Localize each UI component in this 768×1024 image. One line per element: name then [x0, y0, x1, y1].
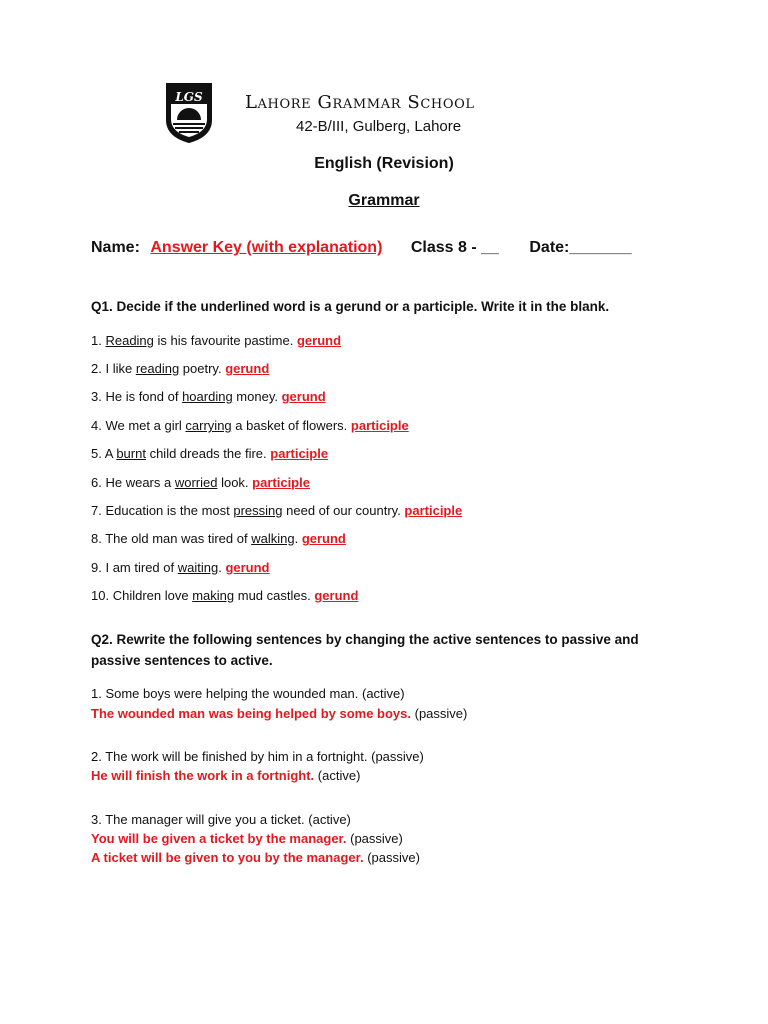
underlined-word: carrying [185, 418, 232, 433]
answer-word: gerund [225, 560, 270, 575]
q1-item [91, 417, 409, 435]
item-number: 4. [91, 418, 102, 433]
q1-item [91, 445, 328, 463]
class-field: Class 8 - __ [410, 239, 499, 256]
sentence-end: mud castles. [234, 588, 311, 603]
answer-word: gerund [314, 588, 359, 603]
voice-label: (passive) [414, 706, 468, 721]
q1-item [91, 502, 462, 520]
sentence-start: He is fond of [105, 389, 183, 404]
voice-label: (passive) [367, 850, 420, 865]
q2-answer [91, 849, 420, 867]
answer-sentence: You will be given a ticket by the manager. [91, 831, 347, 846]
item-number: 6. [91, 475, 102, 490]
underlined-word: Reading [105, 333, 154, 348]
q2-question: 3. The manager will give you a ticket. (active) [91, 812, 351, 827]
q1-item [91, 474, 310, 492]
sentence-start: Education is the most [105, 503, 234, 518]
item-number: 10. [91, 588, 110, 603]
item-number: 8. [91, 531, 102, 546]
q2-answer [91, 705, 467, 723]
student-info-line [91, 239, 632, 257]
sentence-end: poetry. [179, 361, 222, 376]
answer-word: participle [404, 503, 463, 518]
q1-heading: Q1. Decide if the underlined word is a gerund or a participle. Write it in the blank. [91, 299, 610, 314]
sentence-start: I like [105, 361, 136, 376]
q2-question: 1. Some boys were helping the wounded man. (active) [91, 686, 405, 701]
underlined-word: hoarding [182, 389, 233, 404]
topic-title: Grammar [348, 192, 420, 209]
sentence-start: He wears a [105, 475, 175, 490]
item-number: 2. [91, 361, 102, 376]
name-label: Name: [91, 239, 140, 256]
sentence-start: The old man was tired of [105, 531, 252, 546]
item-number: 5. [91, 446, 102, 461]
answer-word: gerund [225, 361, 270, 376]
sentence-start: Children love [112, 588, 193, 603]
sentence-end: need of our country. [282, 503, 401, 518]
q1-item [91, 360, 269, 378]
sentence-end: is his favourite pastime. [153, 333, 294, 348]
q1-item [91, 530, 346, 548]
answer-word: gerund [301, 531, 346, 546]
q2-heading: Q2. Rewrite the following sentences by changing the active sentences to passive and passive sentences to active. [91, 632, 639, 668]
school-address: 42-B/III, Gulberg, Lahore [296, 118, 462, 135]
item-number: 3. [91, 389, 102, 404]
sentence-end: child dreads the fire. [145, 446, 267, 461]
item-number: 9. [91, 560, 102, 575]
q2-answer [91, 830, 403, 848]
underlined-word: pressing [233, 503, 283, 518]
q1-item [91, 559, 270, 577]
underlined-word: waiting [177, 560, 219, 575]
answer-word: participle [270, 446, 329, 461]
school-logo [165, 82, 213, 144]
sentence-end: . [218, 560, 222, 575]
answer-sentence: A ticket will be given to you by the manager. [91, 850, 364, 865]
voice-label: (active) [317, 768, 361, 783]
logo-lettering: LGS [175, 90, 203, 104]
item-number: 1. [91, 333, 102, 348]
sentence-end: look. [217, 475, 249, 490]
answer-sentence: The wounded man was being helped by some boys. [91, 706, 411, 721]
answer-sentence: He will finish the work in a fortnight. [91, 768, 315, 783]
name-value: Answer Key (with explanation) [150, 239, 383, 256]
sentence-end: a basket of flowers. [231, 418, 348, 433]
q1-item [91, 388, 326, 406]
underlined-word: burnt [116, 446, 146, 461]
date-field: Date:_______ [529, 239, 632, 256]
school-name: Lahore Grammar School [245, 92, 475, 113]
q1-item [91, 332, 341, 350]
underlined-word: making [192, 588, 235, 603]
item-number: 7. [91, 503, 102, 518]
sentence-start: We met a girl [105, 418, 186, 433]
underlined-word: worried [174, 475, 218, 490]
q2-question: 2. The work will be finished by him in a fortnight. (passive) [91, 749, 424, 764]
answer-word: gerund [281, 389, 326, 404]
voice-label: (passive) [350, 831, 403, 846]
sentence-start: A [104, 446, 117, 461]
sentence-end: . [294, 531, 299, 546]
answer-word: gerund [296, 333, 342, 348]
q1-item [91, 587, 358, 605]
subject-title: English (Revision) [314, 155, 454, 172]
q2-answer [91, 767, 360, 785]
sentence-end: money. [232, 389, 278, 404]
sentence-start: I am tired of [105, 560, 178, 575]
underlined-word: reading [135, 361, 180, 376]
answer-word: participle [252, 475, 310, 490]
answer-word: participle [350, 418, 409, 433]
underlined-word: walking [251, 531, 295, 546]
